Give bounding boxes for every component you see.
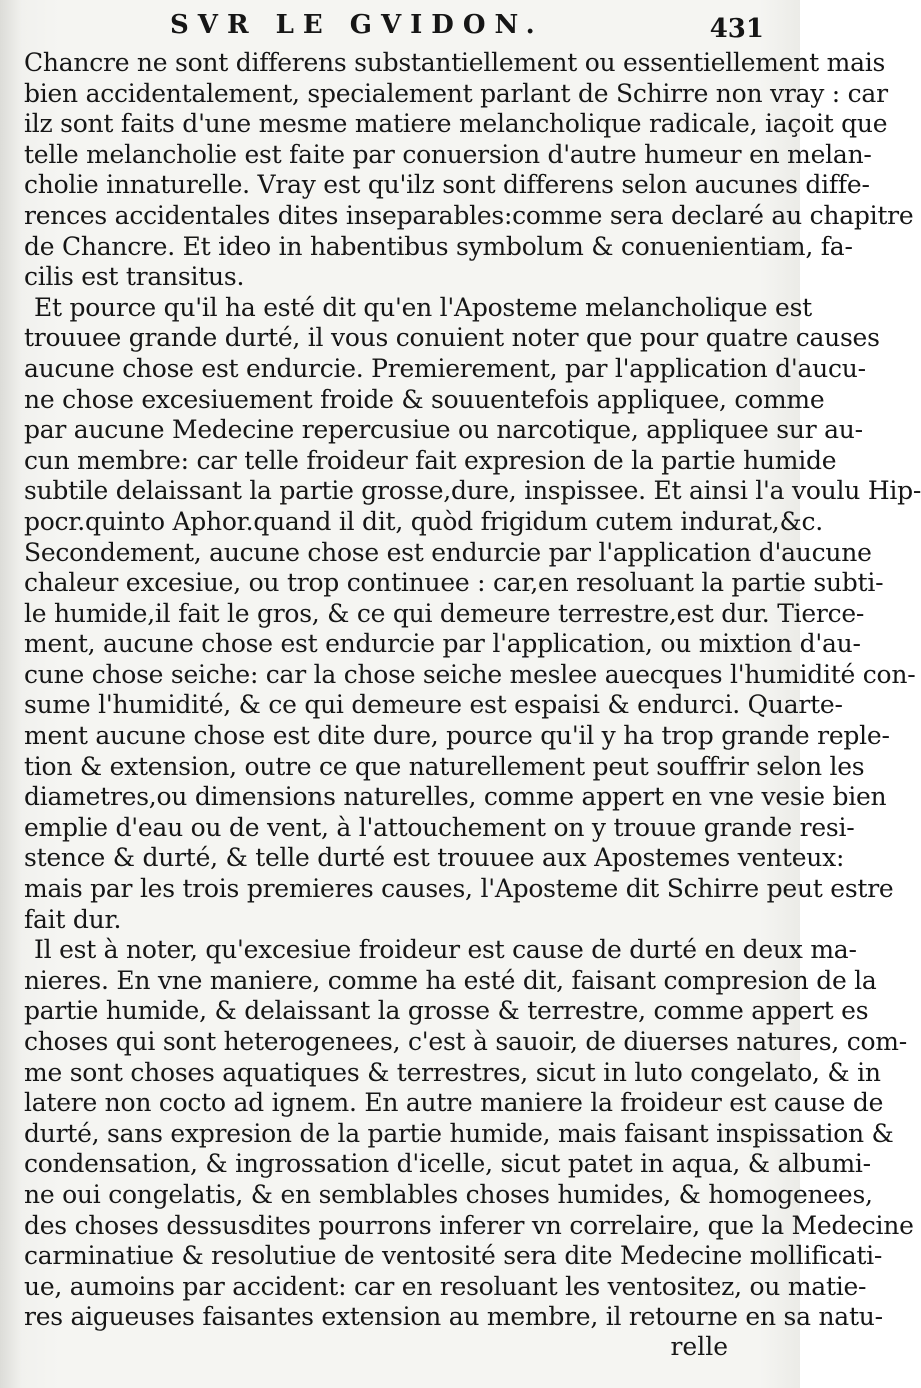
paragraph: [24, 292, 921, 935]
paragraph: [24, 935, 914, 1333]
text-line: ment, aucune chose est endurcie par l'application, ou mixtion d'au-: [24, 629, 861, 659]
text-line: cholie innaturelle. Vray est qu'ilz sont differens selon aucunes diffe-: [24, 170, 870, 200]
text-line: Secondement, aucune chose est endurcie par l'application d'aucune: [24, 537, 872, 567]
text-line: chaleur excesiue, ou trop continuee : car,en resoluant la partie subti-: [24, 568, 884, 598]
text-line: cune chose seiche: car la chose seiche meslee auecques l'humidité con-: [24, 659, 916, 689]
text-line: le humide,il fait le gros, & ce qui demeure terrestre,est dur. Tierce-: [24, 598, 865, 628]
text-line: partie humide, & delaissant la grosse & terrestre, comme appert es: [24, 996, 869, 1026]
text-line: emplie d'eau ou de vent, à l'attouchement on y trouue grande resi-: [24, 812, 855, 842]
text-line: Il est à noter, qu'excesiue froideur est cause de durté en deux ma-: [34, 935, 857, 965]
text-line: cun membre: car telle froideur fait expresion de la partie humide: [24, 445, 837, 475]
text-line: tion & extension, outre ce que naturellement peut souffrir selon les: [24, 751, 865, 781]
page-body: [24, 48, 921, 1333]
text-line: bien accidentalement, specialement parlant de Schirre non vray : car: [24, 78, 888, 108]
text-line: condensation, & ingrossation d'icelle, sicut patet in aqua, & albumi-: [24, 1149, 871, 1179]
text-line: sume l'humidité, & ce qui demeure est espaisi & endurci. Quarte-: [24, 690, 843, 720]
text-line: pocr.quinto Aphor.quand il dit, quòd frigidum cutem indurat,&c.: [24, 506, 823, 536]
text-line: fait dur.: [24, 904, 122, 934]
text-line: par aucune Medecine repercusiue ou narcotique, appliquee sur au-: [24, 415, 863, 445]
text-line: me sont choses aquatiques & terrestres, sicut in luto congelato, & in: [24, 1057, 881, 1087]
running-head: SVR LE GVIDON.: [170, 10, 544, 40]
text-line: choses qui sont heterogenees, c'est à sauoir, de diuerses natures, com-: [24, 1027, 907, 1056]
text-line: cilis est transitus.: [24, 262, 245, 292]
text-line: mais par les trois premieres causes, l'Aposteme dit Schirre peut estre: [24, 874, 894, 904]
page-number: 431: [709, 14, 764, 44]
text-line: ue, aumoins par accident: car en resoluant les ventositez, ou matie-: [24, 1271, 867, 1301]
paragraph: [24, 48, 914, 293]
text-line: res aigueuses faisantes extension au membre, il retourne en sa natu-: [24, 1302, 883, 1332]
text-line: rences accidentales dites inseparables:comme sera declaré au chapitre: [24, 200, 914, 230]
text-line: ne chose excesiuement froide & souuentefois appliquee, comme: [24, 384, 825, 414]
catchword: relle: [670, 1332, 728, 1361]
text-line: Et pource qu'il ha esté dit qu'en l'Aposteme melancholique est: [34, 292, 812, 322]
text-line: stence & durté, & telle durté est trouuee aux Apostemes venteux:: [24, 843, 845, 873]
text-line: durté, sans expresion de la partie humide, mais faisant inspissation &: [24, 1118, 894, 1148]
text-line: Chancre ne sont differens substantiellement ou essentiellement mais: [24, 48, 886, 77]
text-line: de Chancre. Et ideo in habentibus symbolum & conuenientiam, fa-: [24, 231, 853, 261]
text-line: telle melancholie est faite par conuersion d'autre humeur en melan-: [24, 139, 872, 169]
text-line: latere non cocto ad ignem. En autre maniere la froideur est cause de: [24, 1088, 884, 1118]
text-line: ne oui congelatis, & en semblables choses humides, & homogenees,: [24, 1179, 873, 1209]
text-line: subtile delaissant la partie grosse,dure, inspissee. Et ainsi l'a voulu Hip-: [24, 476, 921, 506]
text-line: trouuee grande durté, il vous conuient noter que pour quatre causes: [24, 323, 880, 353]
text-line: aucune chose est endurcie. Premierement, par l'application d'aucu-: [24, 353, 866, 383]
text-line: carminatiue & resolutiue de ventosité sera dite Medecine mollificati-: [24, 1241, 883, 1271]
text-line: ment aucune chose est dite dure, pource qu'il y ha trop grande reple-: [24, 721, 890, 751]
text-line: nieres. En vne maniere, comme ha esté dit, faisant compresion de la: [24, 965, 877, 995]
text-line: diametres,ou dimensions naturelles, comme appert en vne vesie bien: [24, 782, 887, 812]
text-line: ilz sont faits d'une mesme matiere melancholique radicale, iaçoit que: [24, 109, 888, 139]
text-line: des choses dessusdites pourrons inferer vn correlaire, que la Medecine: [24, 1210, 914, 1240]
